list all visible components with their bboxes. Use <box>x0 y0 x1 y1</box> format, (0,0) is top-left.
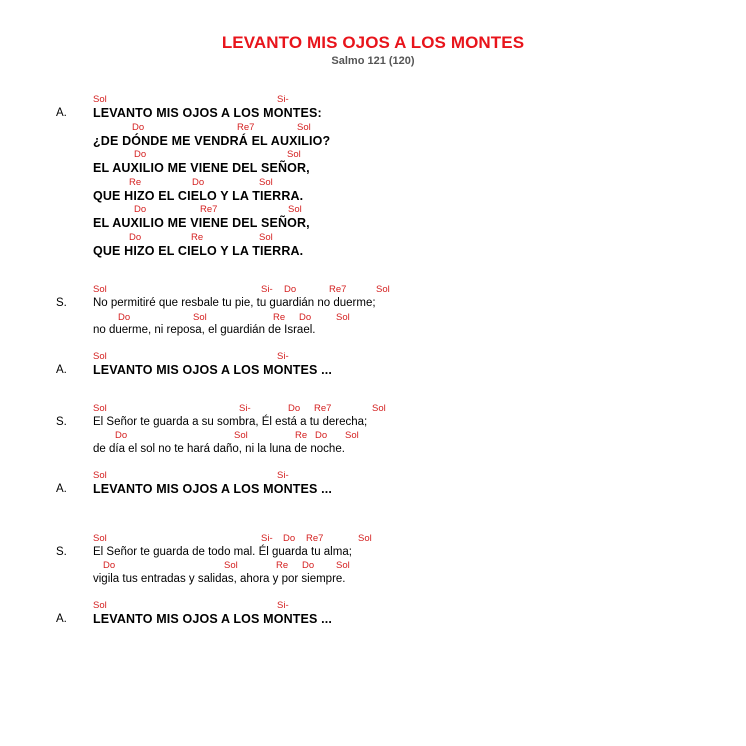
lyric-line: de día el sol no te hará daño, ni la luna de noche. <box>93 443 345 455</box>
section-marker: A. <box>56 483 67 495</box>
lyric-line: LEVANTO MIS OJOS A LOS MONTES ... <box>93 363 333 377</box>
chord: Do <box>134 149 147 160</box>
chord: Do <box>288 403 301 414</box>
chord: Re7 <box>329 284 347 295</box>
lyric-line: No permitiré que resbale tu pie, tu guardián no duerme; <box>93 297 376 309</box>
chord: Sol <box>336 560 350 571</box>
chord: Re <box>129 177 142 188</box>
song-title: LEVANTO MIS OJOS A LOS MONTES <box>221 33 525 52</box>
lyric-line: El Señor te guarda de todo mal. Él guarda tu alma; <box>93 546 352 558</box>
chord: Do <box>315 430 328 441</box>
chord: Sol <box>376 284 390 295</box>
chord: Sol <box>372 403 386 414</box>
chord: Sol <box>224 560 238 571</box>
chord: Re7 <box>306 533 324 544</box>
chord: Sol <box>287 149 301 160</box>
lyric-line: LEVANTO MIS OJOS A LOS MONTES ... <box>93 482 333 496</box>
chord: Sol <box>297 122 311 133</box>
chord: Sol <box>358 533 372 544</box>
lyric-line: QUE HIZO EL CIELO Y LA TIERRA. <box>93 244 304 258</box>
chord: Sol <box>288 204 302 215</box>
chord: Sol <box>259 177 273 188</box>
chord: Si- <box>239 403 251 414</box>
chord: Si- <box>277 94 289 105</box>
section-marker: S. <box>56 416 67 428</box>
chord: Sol <box>93 403 107 414</box>
chord: Re <box>191 232 204 243</box>
section-marker: S. <box>56 297 67 309</box>
chord: Sol <box>93 351 107 362</box>
chord: Do <box>299 312 312 323</box>
lyric-line: ¿DE DÓNDE ME VENDRÁ EL AUXILIO? <box>93 134 331 148</box>
chord: Do <box>192 177 205 188</box>
section-marker: A. <box>56 107 67 119</box>
chord: Do <box>302 560 315 571</box>
chord: Do <box>132 122 145 133</box>
lyric-line: El Señor te guarda a su sombra, Él está a tu derecha; <box>93 416 368 428</box>
chord: Re7 <box>314 403 332 414</box>
chord: Re7 <box>237 122 255 133</box>
chord: Re7 <box>200 204 218 215</box>
lyric-line: no duerme, ni reposa, el guardián de Israel. <box>93 324 316 336</box>
chord: Do <box>103 560 116 571</box>
chord: Si- <box>277 351 289 362</box>
chord: Si- <box>261 533 273 544</box>
lyric-line: LEVANTO MIS OJOS A LOS MONTES ... <box>93 612 333 626</box>
chord: Do <box>284 284 297 295</box>
chord: Do <box>115 430 128 441</box>
lyric-line: QUE HIZO EL CIELO Y LA TIERRA. <box>93 189 304 203</box>
chord: Sol <box>193 312 207 323</box>
lyric-line: EL AUXILIO ME VIENE DEL SEÑOR, <box>93 216 310 230</box>
chord: Do <box>129 232 142 243</box>
section-marker: A. <box>56 364 67 376</box>
lyric-line: vigila tus entradas y salidas, ahora y por siempre. <box>93 573 346 585</box>
song-subtitle: Salmo 121 (120) <box>331 55 415 67</box>
chord: Si- <box>277 600 289 611</box>
chord: Do <box>118 312 131 323</box>
chord: Re <box>276 560 289 571</box>
chord: Sol <box>345 430 359 441</box>
chord: Do <box>283 533 296 544</box>
chord: Sol <box>259 232 273 243</box>
chord: Sol <box>93 470 107 481</box>
chord: Sol <box>336 312 350 323</box>
lyric-line: EL AUXILIO ME VIENE DEL SEÑOR, <box>93 161 310 175</box>
chord: Si- <box>261 284 273 295</box>
chord: Do <box>134 204 147 215</box>
section-marker: A. <box>56 613 67 625</box>
chord: Sol <box>93 284 107 295</box>
chord: Si- <box>277 470 289 481</box>
section-marker: S. <box>56 546 67 558</box>
lyric-line: LEVANTO MIS OJOS A LOS MONTES: <box>93 106 322 120</box>
chord: Sol <box>234 430 248 441</box>
chord: Re <box>273 312 286 323</box>
chord: Sol <box>93 94 107 105</box>
chord: Re <box>295 430 308 441</box>
chord: Sol <box>93 600 107 611</box>
chord: Sol <box>93 533 107 544</box>
